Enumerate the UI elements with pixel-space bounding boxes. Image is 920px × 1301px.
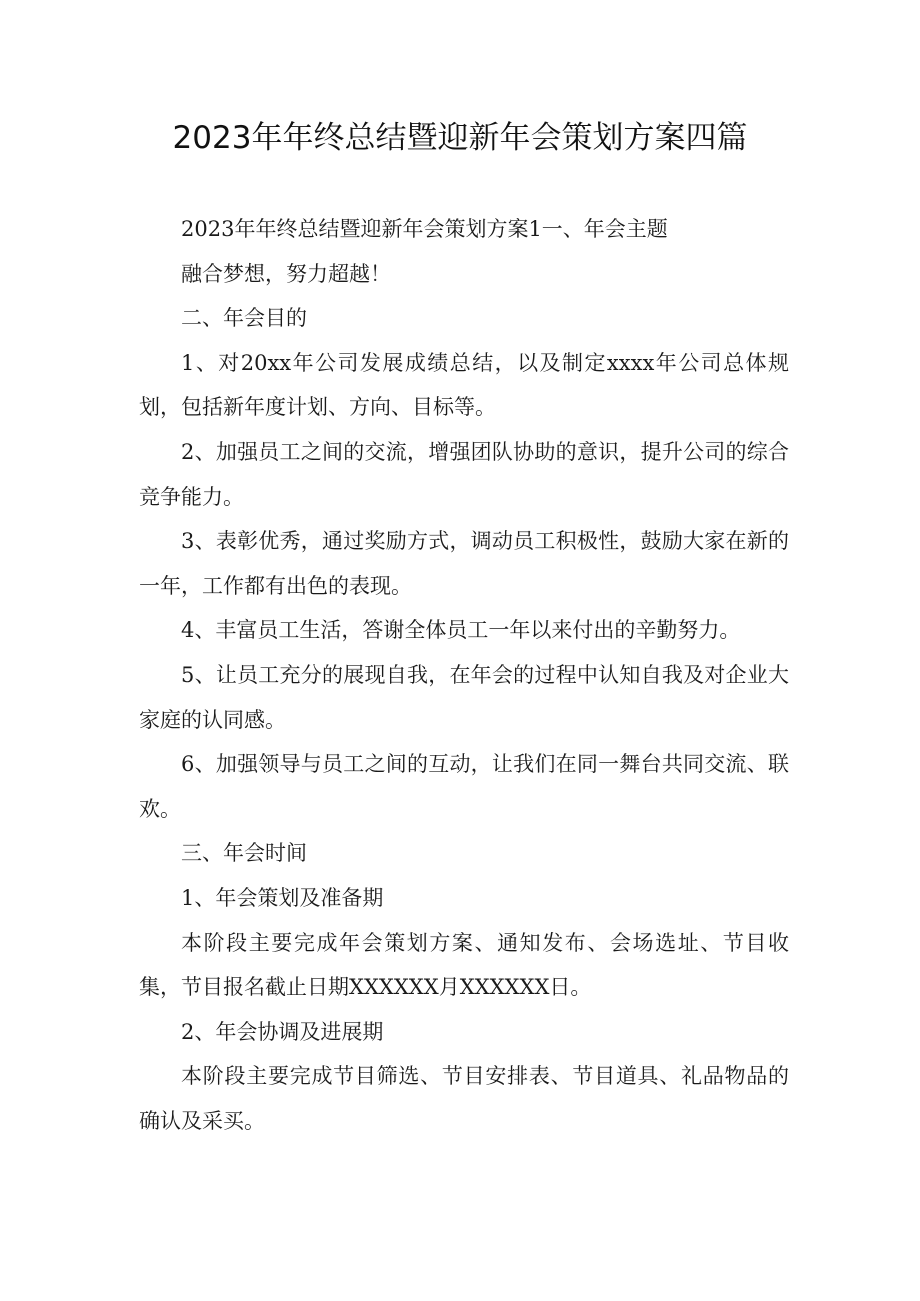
section-heading: 三、年会时间 xyxy=(181,841,307,866)
subsection-heading: 2、年会协调及进展期 xyxy=(181,1019,384,1044)
paragraph: 4、丰富员工生活，答谢全体员工一年以来付出的辛勤努力。 xyxy=(181,618,741,643)
paragraph: 本阶段主要完成节目筛选、节目安排表、节目道具、礼品物品的确认及采买。 xyxy=(139,1064,789,1133)
paragraph: 6、加强领导与员工之间的互动，让我们在同一舞台共同交流、联欢。 xyxy=(139,752,789,821)
section-heading: 二、年会目的 xyxy=(181,306,307,331)
document-body xyxy=(139,207,789,1143)
paragraph: 5、让员工充分的展现自我，在年会的过程中认知自我及对企业大家庭的认同感。 xyxy=(139,662,789,732)
paragraph: 2023年年终总结暨迎新年会策划方案1一、年会主题 xyxy=(181,217,668,241)
paragraph: 2、加强员工之间的交流，增强团队协助的意识，提升公司的综合竞争能力。 xyxy=(139,439,789,509)
paragraph: 融合梦想，努力超越！ xyxy=(181,261,391,286)
paragraph: 3、表彰优秀，通过奖励方式，调动员工积极性，鼓励大家在新的一年，工作都有出色的表现。 xyxy=(139,529,789,598)
paragraph: 本阶段主要完成年会策划方案、通知发布、会场选址、节目收集，节目报名截止日期XXXXXX月XXXXXX日。 xyxy=(139,930,789,1000)
document-title: 2023年年终总结暨迎新年会策划方案四篇 xyxy=(172,120,748,156)
subsection-heading: 1、年会策划及准备期 xyxy=(181,885,384,910)
paragraph: 1、对20xx年公司发展成绩总结，以及制定xxxx年公司总体规划，包括新年度计划、方向、目标等。 xyxy=(139,350,789,420)
